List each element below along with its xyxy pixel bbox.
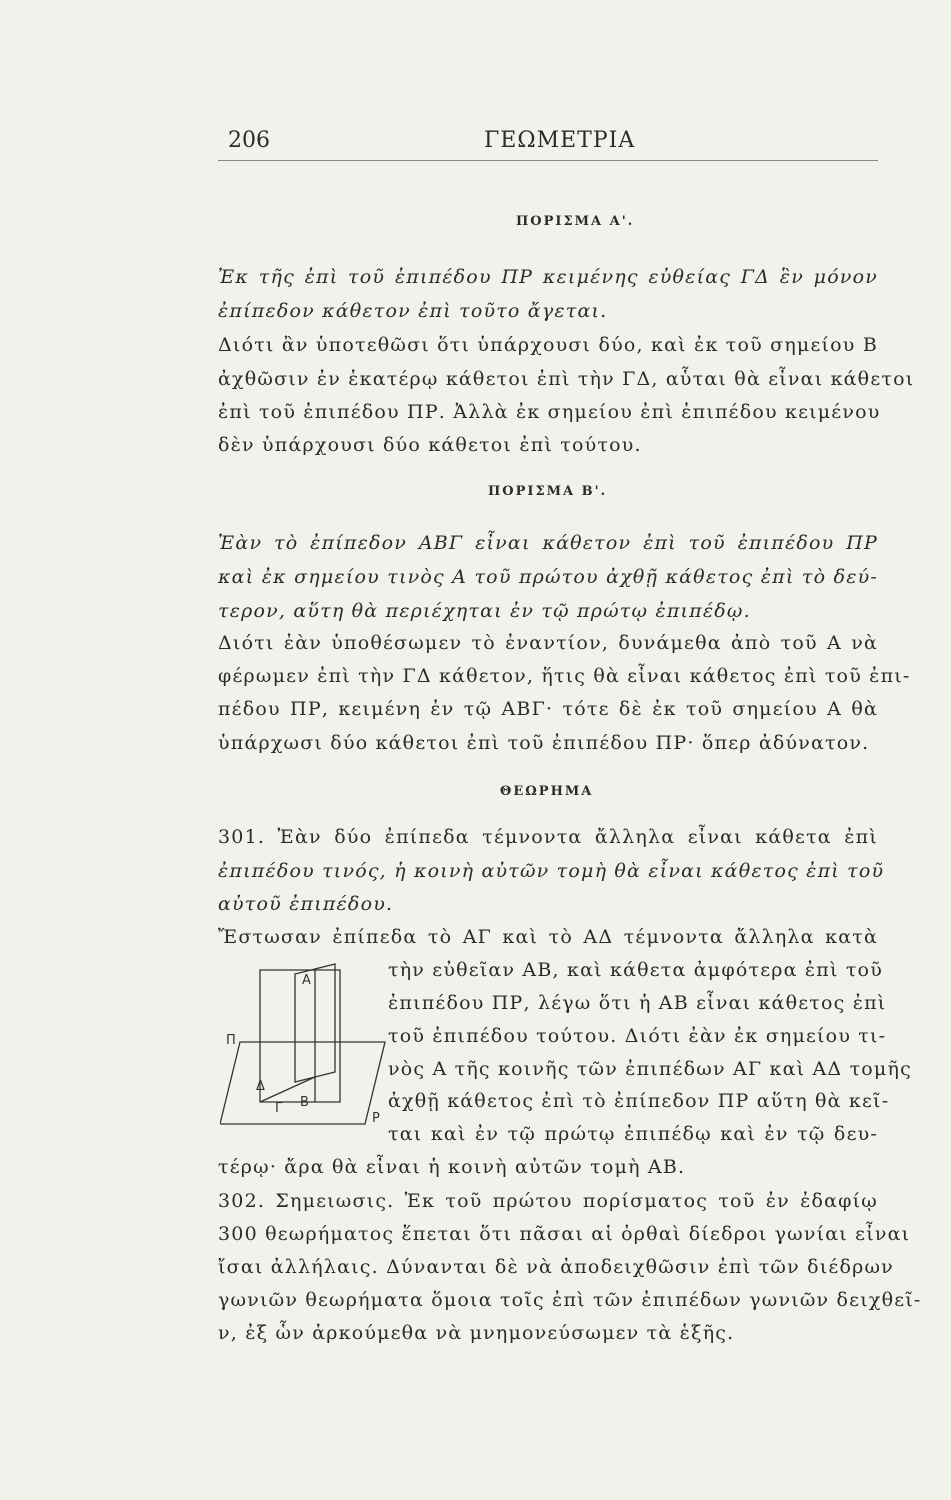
theorem-proof-line: τέρῳ· ἄρα θὰ εἶναι ἡ κοινὴ αὐτῶν τομὴ ΑΒ. [218, 1156, 686, 1178]
label-p: Π [226, 1033, 236, 1048]
porisma-a-statement-line: Ἐκ τῆς ἐπὶ τοῦ ἐπιπέδου ΠΡ κειμένης εὐθείας ΓΔ ἓν μόνον [218, 266, 878, 288]
theorem-proof-line: νὸς Α τῆς κοινῆς τῶν ἐπιπέδων ΑΓ καὶ ΑΔ τομῆς [388, 1058, 912, 1080]
note-line: 302. Σημειωσις. Ἐκ τοῦ πρώτου πορίσματος τοῦ ἐν ἐδαφίῳ [218, 1190, 878, 1212]
label-d: Δ [256, 1079, 265, 1094]
porisma-b-proof-line: ὑπάρχωσι δύο κάθετοι ἐπὶ τοῦ ἐπιπέδου ΠΡ· ὅπερ ἀδύνατον. [218, 732, 870, 754]
page-title: ΓΕΩΜΕΤΡΙΑ [484, 128, 636, 153]
theorem-proof-line: ἐπιπέδου ΠΡ, λέγω ὅτι ἡ ΑΒ εἶναι κάθετος ἐπὶ [388, 992, 887, 1014]
porisma-b-statement-line: καὶ ἐκ σημείου τινὸς Α τοῦ πρώτου ἀχθῇ κάθετος ἐπὶ τὸ δεύ- [218, 566, 878, 588]
label-r: Ρ [372, 1111, 380, 1126]
theorem-proof-line: Ἔστωσαν ἐπίπεδα τὸ ΑΓ καὶ τὸ ΑΔ τέμνοντα ἄλληλα κατὰ [218, 926, 878, 948]
page-number: 206 [228, 128, 270, 153]
porisma-a-statement-line: ἐπίπεδον κάθετον ἐπὶ τοῦτο ἄγεται. [218, 300, 608, 322]
porisma-b-proof-line: Διότι ἐὰν ὑποθέσωμεν τὸ ἐναντίον, δυνάμεθα ἀπὸ τοῦ Α νὰ [218, 632, 878, 654]
theorem-proof-line: ἀχθῇ κάθετος ἐπὶ τὸ ἐπίπεδον ΠΡ αὕτη θὰ κεῖ- [388, 1090, 890, 1112]
header-rule [218, 160, 878, 161]
theorem-heading: ΘΕΩΡΗΜΑ [500, 784, 594, 799]
theorem-statement-line: ἐπιπέδου τινός, ἡ κοινὴ αὐτῶν τομὴ θὰ εἶναι κάθετος ἐπὶ τοῦ [218, 860, 885, 882]
theorem-proof-line: τὴν εὐθεῖαν ΑΒ, καὶ κάθετα ἀμφότερα ἐπὶ τοῦ [388, 959, 883, 981]
note-line: ἴσαι ἀλλήλαις. Δύνανται δὲ νὰ ἀποδειχθῶσιν ἐπὶ τῶν διέδρων [218, 1256, 894, 1278]
planes-diagram [220, 962, 390, 1137]
porisma-b-proof-line: πέδου ΠΡ, κειμένη ἐν τῷ ΑΒΓ· τότε δὲ ἐκ τοῦ σημείου Α θὰ [218, 698, 878, 720]
porisma-a-heading: ΠΟΡΙΣΜΑ Α'. [516, 214, 635, 229]
porisma-b-heading: ΠΟΡΙΣΜΑ Β'. [488, 484, 608, 499]
plane-ag [260, 970, 340, 1102]
theorem-statement-line: αὐτοῦ ἐπιπέδου. [218, 893, 394, 915]
note-line: ν, ἐξ ὧν ἀρκούμεθα νὰ μνημονεύσωμεν τὰ ἑξῆς. [218, 1322, 735, 1344]
porisma-b-statement-line: Ἐὰν τὸ ἐπίπεδον ΑΒΓ εἶναι κάθετον ἐπὶ τοῦ ἐπιπέδου ΠΡ [218, 532, 878, 554]
theorem-proof-line: ται καὶ ἐν τῷ πρώτῳ ἐπιπέδῳ καὶ ἐν τῷ δευ- [388, 1123, 878, 1145]
porisma-b-statement-line: τερον, αὕτη θὰ περιέχηται ἐν τῷ πρώτῳ ἐπιπέδῳ. [218, 600, 751, 622]
note-line: γωνιῶν θεωρήματα ὅμοια τοῖς ἐπὶ τῶν ἐπιπέδων γωνιῶν δειχθεῖ- [218, 1289, 922, 1311]
porisma-a-proof-line: ἐπὶ τοῦ ἐπιπέδου ΠΡ. Ἀλλὰ ἐκ σημείου ἐπὶ ἐπιπέδου κειμένου [218, 401, 881, 423]
porisma-a-proof-line: δὲν ὑπάρχουσι δύο κάθετοι ἐπὶ τούτου. [218, 434, 642, 456]
porisma-a-proof-line: Διότι ἂν ὑποτεθῶσι ὅτι ὑπάρχουσι δύο, καὶ ἐκ τοῦ σημείου Β [218, 334, 878, 356]
porisma-a-proof-line: ἀχθῶσιν ἐν ἑκατέρῳ κάθετοι ἐπὶ τὴν ΓΔ, αὗται θὰ εἶναι κάθετοι [218, 368, 915, 390]
theorem-statement-line: 301. Ἐὰν δύο ἐπίπεδα τέμνοντα ἄλληλα εἶναι κάθετα ἐπὶ [218, 826, 878, 848]
porisma-b-proof-line: φέρωμεν ἐπὶ τὴν ΓΔ κάθετον, ἥτις θὰ εἶναι κάθετος ἐπὶ τοῦ ἐπι- [218, 665, 911, 687]
label-b: Β [300, 1095, 309, 1110]
label-a: Α [302, 973, 311, 988]
label-g: Γ [275, 1101, 283, 1116]
note-line: 300 θεωρήματος ἕπεται ὅτι πᾶσαι αἱ ὀρθαὶ δίεδροι γωνίαι εἶναι [218, 1223, 911, 1245]
theorem-proof-line: τοῦ ἐπιπέδου τούτου. Διότι ἐὰν ἐκ σημείου τι- [388, 1025, 887, 1047]
